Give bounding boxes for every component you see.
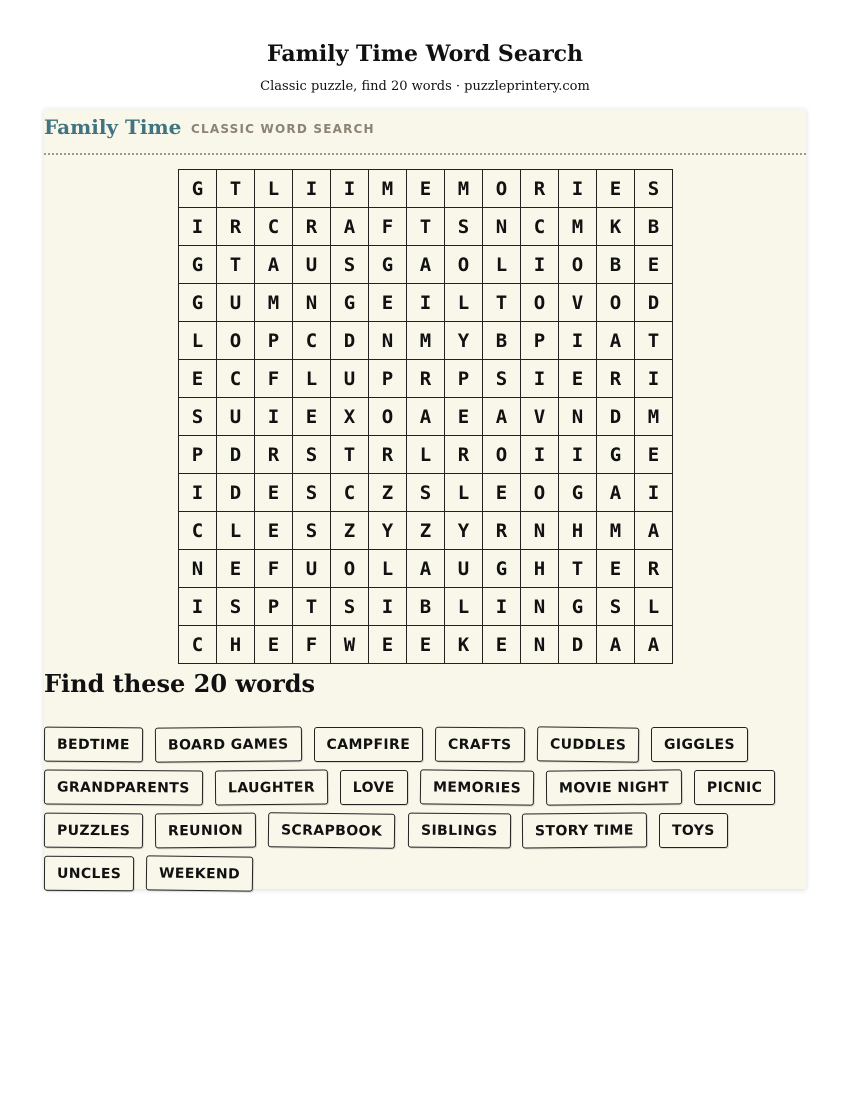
grid-cell[interactable]: A	[597, 626, 635, 664]
grid-cell[interactable]: B	[635, 208, 673, 246]
grid-cell[interactable]: H	[559, 512, 597, 550]
grid-cell[interactable]: S	[331, 246, 369, 284]
grid-cell[interactable]: I	[293, 170, 331, 208]
grid-cell[interactable]: A	[635, 512, 673, 550]
word-chip[interactable]: LOVE	[340, 770, 408, 805]
grid-cell[interactable]: O	[483, 436, 521, 474]
grid-cell[interactable]: E	[179, 360, 217, 398]
grid-cell[interactable]: C	[293, 322, 331, 360]
grid-cell[interactable]: A	[331, 208, 369, 246]
grid-cell[interactable]: B	[407, 588, 445, 626]
word-chip[interactable]: SIBLINGS	[407, 813, 510, 849]
word-chip[interactable]: BOARD GAMES	[155, 726, 302, 762]
grid-cell[interactable]: S	[483, 360, 521, 398]
grid-cell[interactable]: G	[483, 550, 521, 588]
grid-cell[interactable]: U	[331, 360, 369, 398]
word-chip[interactable]: CRAFTS	[435, 727, 525, 763]
word-chip[interactable]: SCRAPBOOK	[268, 812, 396, 849]
word-chip[interactable]: TOYS	[659, 813, 728, 848]
grid-cell[interactable]: C	[217, 360, 255, 398]
grid-cell[interactable]: L	[407, 436, 445, 474]
grid-cell[interactable]: A	[407, 398, 445, 436]
grid-cell[interactable]: O	[445, 246, 483, 284]
grid-cell[interactable]: P	[255, 588, 293, 626]
grid-cell[interactable]: L	[293, 360, 331, 398]
grid-cell[interactable]: V	[521, 398, 559, 436]
grid-cell[interactable]: O	[521, 474, 559, 512]
grid-cell[interactable]: S	[597, 588, 635, 626]
grid-cell[interactable]: S	[293, 474, 331, 512]
grid-cell[interactable]: D	[597, 398, 635, 436]
grid-cell[interactable]: C	[179, 512, 217, 550]
grid-cell[interactable]: E	[445, 398, 483, 436]
grid-cell[interactable]: I	[635, 360, 673, 398]
grid-cell[interactable]: M	[445, 170, 483, 208]
grid-cell[interactable]: D	[331, 322, 369, 360]
grid-cell[interactable]: L	[483, 246, 521, 284]
word-chip[interactable]: REUNION	[155, 813, 256, 849]
grid-cell[interactable]: G	[179, 284, 217, 322]
grid-cell[interactable]: L	[635, 588, 673, 626]
grid-cell[interactable]: E	[483, 626, 521, 664]
grid-cell[interactable]: I	[369, 588, 407, 626]
grid-cell[interactable]: H	[521, 550, 559, 588]
grid-cell[interactable]: N	[521, 588, 559, 626]
grid-cell[interactable]: G	[559, 474, 597, 512]
grid-cell[interactable]: M	[369, 170, 407, 208]
grid-cell[interactable]: A	[635, 626, 673, 664]
grid-cell[interactable]: O	[331, 550, 369, 588]
grid-cell[interactable]: L	[445, 474, 483, 512]
grid-cell[interactable]: L	[445, 284, 483, 322]
grid-cell[interactable]: M	[407, 322, 445, 360]
grid-cell[interactable]: L	[369, 550, 407, 588]
grid-cell[interactable]: R	[369, 436, 407, 474]
grid-cell[interactable]: R	[407, 360, 445, 398]
grid-cell[interactable]: G	[179, 170, 217, 208]
grid-cell[interactable]: O	[217, 322, 255, 360]
grid-cell[interactable]: U	[217, 398, 255, 436]
grid-cell[interactable]: E	[407, 170, 445, 208]
grid-cell[interactable]: N	[293, 284, 331, 322]
grid-cell[interactable]: T	[483, 284, 521, 322]
grid-cell[interactable]: I	[179, 208, 217, 246]
grid-cell[interactable]: T	[331, 436, 369, 474]
grid-cell[interactable]: I	[255, 398, 293, 436]
grid-cell[interactable]: L	[217, 512, 255, 550]
grid-cell[interactable]: S	[331, 588, 369, 626]
grid-cell[interactable]: O	[521, 284, 559, 322]
grid-cell[interactable]: N	[179, 550, 217, 588]
grid-cell[interactable]: G	[559, 588, 597, 626]
grid-cell[interactable]: N	[521, 626, 559, 664]
grid-cell[interactable]: E	[635, 436, 673, 474]
word-chip[interactable]: GRANDPARENTS	[44, 769, 203, 805]
grid-cell[interactable]: E	[369, 626, 407, 664]
grid-cell[interactable]: U	[293, 550, 331, 588]
grid-cell[interactable]: I	[521, 360, 559, 398]
grid-cell[interactable]: T	[635, 322, 673, 360]
grid-cell[interactable]: N	[369, 322, 407, 360]
grid-cell[interactable]: E	[255, 474, 293, 512]
page-title: Family Time Word Search	[266, 41, 584, 67]
grid-cell[interactable]: I	[483, 588, 521, 626]
grid-cell[interactable]: S	[293, 436, 331, 474]
grid-cell[interactable]: G	[369, 246, 407, 284]
grid-cell[interactable]: A	[255, 246, 293, 284]
grid-cell[interactable]: N	[483, 208, 521, 246]
card-title: Family Time	[44, 115, 182, 139]
word-chip[interactable]: PICNIC	[694, 770, 775, 805]
grid-cell[interactable]: S	[445, 208, 483, 246]
grid-cell[interactable]: L	[255, 170, 293, 208]
grid-cell[interactable]: E	[597, 170, 635, 208]
grid-cell[interactable]: T	[217, 246, 255, 284]
grid-cell[interactable]: S	[217, 588, 255, 626]
grid-cell[interactable]: P	[255, 322, 293, 360]
grid-cell[interactable]: I	[331, 170, 369, 208]
grid-cell[interactable]: T	[293, 588, 331, 626]
grid-cell[interactable]: Z	[369, 474, 407, 512]
grid-cell[interactable]: P	[521, 322, 559, 360]
grid-cell[interactable]: B	[483, 322, 521, 360]
grid-cell[interactable]: M	[559, 208, 597, 246]
grid-cell[interactable]: K	[597, 208, 635, 246]
grid-cell[interactable]: E	[217, 550, 255, 588]
grid-cell[interactable]: O	[483, 170, 521, 208]
grid-cell[interactable]: I	[559, 170, 597, 208]
page-subtitle: Classic puzzle, find 20 words · puzzleprintery.com	[260, 79, 590, 94]
grid-cell[interactable]: X	[331, 398, 369, 436]
grid-cell[interactable]: Z	[331, 512, 369, 550]
grid-cell[interactable]: E	[635, 246, 673, 284]
grid-cell[interactable]: E	[597, 550, 635, 588]
grid-cell[interactable]: D	[217, 474, 255, 512]
grid-cell[interactable]: E	[293, 398, 331, 436]
grid-cell[interactable]: S	[635, 170, 673, 208]
grid-cell[interactable]: F	[255, 550, 293, 588]
grid-cell[interactable]: I	[521, 246, 559, 284]
grid-cell[interactable]: M	[635, 398, 673, 436]
grid-cell[interactable]: E	[407, 626, 445, 664]
grid-cell[interactable]: D	[635, 284, 673, 322]
grid-cell[interactable]: V	[559, 284, 597, 322]
grid-cell[interactable]: E	[559, 360, 597, 398]
grid-cell[interactable]: I	[559, 436, 597, 474]
grid-cell[interactable]: S	[407, 474, 445, 512]
grid-cell[interactable]: M	[255, 284, 293, 322]
grid-cell[interactable]: Y	[445, 512, 483, 550]
grid-cell[interactable]: C	[331, 474, 369, 512]
grid-cell[interactable]: F	[293, 626, 331, 664]
grid-cell[interactable]: R	[521, 170, 559, 208]
grid-cell[interactable]: T	[559, 550, 597, 588]
word-chip[interactable]: CUDDLES	[536, 726, 639, 762]
grid-cell[interactable]: Z	[407, 512, 445, 550]
word-chip[interactable]: MEMORIES	[419, 769, 534, 805]
word-chip[interactable]: STORY TIME	[522, 812, 647, 848]
grid-cell[interactable]: I	[407, 284, 445, 322]
grid-cell[interactable]: I	[635, 474, 673, 512]
grid-cell[interactable]: I	[559, 322, 597, 360]
word-list	[44, 727, 806, 891]
grid-cell[interactable]: R	[445, 436, 483, 474]
grid-cell[interactable]: R	[293, 208, 331, 246]
word-chip[interactable]: WEEKEND	[146, 855, 254, 891]
grid-cell[interactable]: C	[179, 626, 217, 664]
word-chip[interactable]: BEDTIME	[44, 727, 143, 763]
grid-cell[interactable]: U	[217, 284, 255, 322]
grid-cell[interactable]: A	[597, 474, 635, 512]
word-chip[interactable]: PUZZLES	[44, 813, 144, 849]
grid-cell[interactable]: W	[331, 626, 369, 664]
grid-cell[interactable]: Y	[445, 322, 483, 360]
grid-cell[interactable]: N	[521, 512, 559, 550]
grid-cell[interactable]: R	[597, 360, 635, 398]
grid-cell[interactable]: R	[217, 208, 255, 246]
grid-cell[interactable]: Y	[369, 512, 407, 550]
grid-cell[interactable]: U	[293, 246, 331, 284]
grid-cell[interactable]: D	[217, 436, 255, 474]
grid-cell[interactable]: E	[255, 626, 293, 664]
grid-cell[interactable]: A	[407, 550, 445, 588]
word-chip[interactable]: GIGGLES	[651, 727, 748, 762]
grid-cell[interactable]: O	[559, 246, 597, 284]
grid-cell[interactable]: T	[407, 208, 445, 246]
grid-cell[interactable]: M	[597, 512, 635, 550]
grid-cell[interactable]: C	[521, 208, 559, 246]
grid-cell[interactable]: G	[331, 284, 369, 322]
grid-cell[interactable]: A	[483, 398, 521, 436]
letter-grid	[178, 169, 673, 664]
word-chip[interactable]: MOVIE NIGHT	[546, 769, 682, 805]
grid-cell[interactable]: I	[521, 436, 559, 474]
grid-cell[interactable]: A	[597, 322, 635, 360]
grid-cell[interactable]: L	[179, 322, 217, 360]
grid-cell[interactable]: K	[445, 626, 483, 664]
grid-cell[interactable]: F	[369, 208, 407, 246]
grid-cell[interactable]: B	[597, 246, 635, 284]
grid-cell[interactable]: R	[635, 550, 673, 588]
grid-cell[interactable]: F	[255, 360, 293, 398]
grid-cell[interactable]: P	[369, 360, 407, 398]
grid-cell[interactable]: R	[483, 512, 521, 550]
grid-cell[interactable]: H	[217, 626, 255, 664]
grid-cell[interactable]: O	[597, 284, 635, 322]
grid-cell[interactable]: I	[179, 474, 217, 512]
grid-cell[interactable]: P	[179, 436, 217, 474]
grid-cell[interactable]: R	[255, 436, 293, 474]
card-header	[44, 109, 806, 155]
grid-cell[interactable]: E	[255, 512, 293, 550]
grid-cell[interactable]: O	[369, 398, 407, 436]
words-heading: Find these 20 words	[44, 669, 316, 698]
grid-cell[interactable]: G	[179, 246, 217, 284]
word-chip[interactable]: LAUGHTER	[215, 770, 328, 806]
grid-cell[interactable]: C	[255, 208, 293, 246]
grid-cell[interactable]: S	[293, 512, 331, 550]
grid-cell[interactable]: G	[597, 436, 635, 474]
grid-cell[interactable]: N	[559, 398, 597, 436]
grid-cell[interactable]: E	[369, 284, 407, 322]
grid-cell[interactable]: D	[559, 626, 597, 664]
word-chip[interactable]: UNCLES	[44, 856, 135, 892]
grid-cell[interactable]: T	[217, 170, 255, 208]
grid-cell[interactable]: L	[445, 588, 483, 626]
word-chip[interactable]: CAMPFIRE	[314, 727, 424, 762]
grid-cell[interactable]: P	[445, 360, 483, 398]
grid-cell[interactable]: E	[483, 474, 521, 512]
grid-cell[interactable]: A	[407, 246, 445, 284]
grid-cell[interactable]: U	[445, 550, 483, 588]
grid-cell[interactable]: S	[179, 398, 217, 436]
card-subtitle: CLASSIC WORD SEARCH	[191, 122, 375, 136]
grid-cell[interactable]: I	[179, 588, 217, 626]
puzzle-card	[44, 109, 806, 889]
